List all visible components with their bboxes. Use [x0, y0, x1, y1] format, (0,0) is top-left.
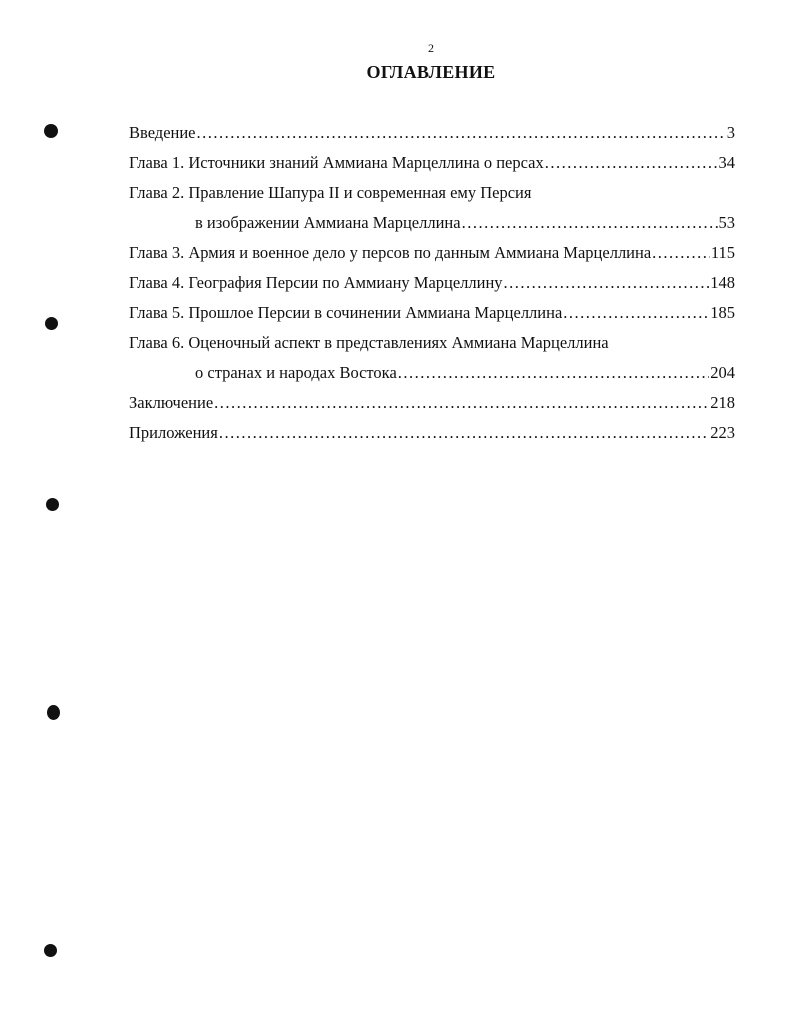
toc-entry-chapter-2-line-1 [129, 178, 735, 208]
toc-entry-text: Приложения [129, 423, 218, 442]
toc-leader-dots [219, 418, 709, 448]
toc-leader-dots [462, 208, 718, 238]
binder-hole-mark [45, 317, 58, 330]
binder-hole-mark [46, 498, 59, 511]
toc-entry-text: в изображении Аммиана Марцеллина [195, 213, 461, 232]
toc-entry-page: 148 [710, 273, 735, 292]
toc-entry-appendices [129, 418, 735, 448]
binder-hole-mark [47, 705, 60, 720]
toc-entry-chapter-5 [129, 298, 735, 328]
binder-hole-mark [44, 124, 58, 138]
page-number: 2 [428, 41, 434, 55]
toc-leader-dots [197, 118, 726, 148]
toc-entry-text: Глава 4. География Персии по Аммиану Марцеллину [129, 273, 503, 292]
toc-entry-page: 218 [710, 393, 735, 412]
toc-leader-dots [652, 238, 710, 268]
toc-entry-page: 185 [710, 303, 735, 322]
table-of-contents [129, 118, 735, 448]
toc-leader-dots [504, 268, 710, 298]
toc-entry-chapter-6-line-2 [129, 358, 735, 388]
toc-entry-text: Заключение [129, 393, 214, 412]
page-title: ОГЛАВЛЕНИЕ [366, 62, 496, 82]
toc-entry-text: Глава 3. Армия и военное дело у персов по данным Аммиана Марцеллина [129, 243, 652, 262]
toc-entry-page: 53 [718, 213, 735, 232]
toc-entry-text: Глава 5. Прошлое Персии в сочинении Аммиана Марцеллина [129, 303, 563, 322]
toc-entry-chapter-2-line-2 [129, 208, 735, 238]
toc-entry-text: Глава 6. Оценочный аспект в представлениях Аммиана Марцеллина [129, 333, 609, 352]
toc-entry-text: о странах и народах Востока [195, 363, 397, 382]
toc-entry-page: 204 [710, 363, 735, 382]
toc-leader-dots [563, 298, 709, 328]
toc-leader-dots [398, 358, 709, 388]
toc-entry-introduction [129, 118, 735, 148]
toc-entry-page: 115 [710, 243, 735, 262]
toc-entry-chapter-1 [129, 148, 735, 178]
binder-hole-mark [44, 944, 57, 957]
toc-entry-conclusion [129, 388, 735, 418]
toc-entry-page: 3 [726, 123, 735, 142]
toc-entry-page: 223 [710, 423, 735, 442]
toc-entry-chapter-4 [129, 268, 735, 298]
toc-leader-dots [545, 148, 718, 178]
toc-entry-text: Глава 2. Правление Шапура II и современная ему Персия [129, 183, 532, 202]
toc-entry-page: 34 [718, 153, 735, 172]
toc-entry-text: Введение [129, 123, 196, 142]
toc-leader-dots [214, 388, 709, 418]
toc-entry-chapter-3 [129, 238, 735, 268]
toc-entry-chapter-6-line-1 [129, 328, 735, 358]
toc-entry-text: Глава 1. Источники знаний Аммиана Марцеллина о персах [129, 153, 544, 172]
